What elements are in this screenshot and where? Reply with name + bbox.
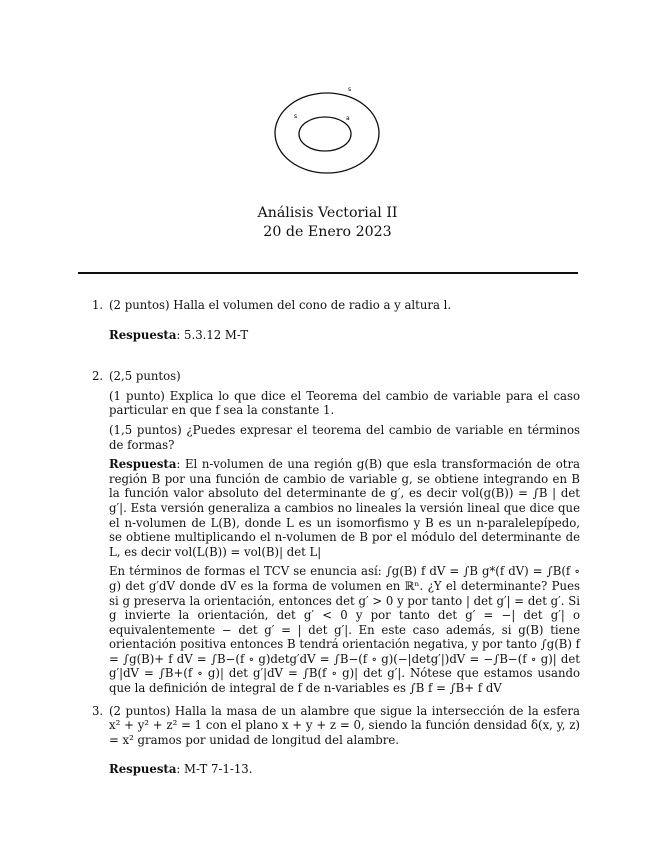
problem-part-1: (1 punto) Explica lo que dice el Teorema del cambio de variable para el caso particular en que f sea la constante 1. [109, 388, 580, 418]
problem-number: 2. [92, 369, 104, 384]
answer-text: : M-T 7-1-13. [176, 762, 253, 777]
title-divider [78, 272, 578, 274]
problem-points: (2,5 puntos) [109, 369, 181, 384]
problem-number: 3. [92, 703, 104, 718]
problem-number: 1. [92, 298, 104, 312]
inner-ellipse [299, 117, 351, 151]
answer [109, 762, 580, 777]
answer-forms: En términos de formas el TCV se enuncia así: ∫g(B) f dV = ∫B g*(f dV) = ∫B(f ∘ g) det g′dV donde dV es la forma de volumen en ℝⁿ. ¿Y el determinante? Pues si g preserva la orientación, entonces det g′ > 0 y por tanto | det g′| = det g′. Si g invierte la orientación, det g′ < 0 y por tanto det g′ = −| det g′| o equivalentemente − det g′ = | det g′|. En este caso además, si g(B) tiene orientación positiva entonces B tendrá orientación negativa, y por tanto ∫g(B) f = ∫g(B)+ f dV = ∫B−(f ∘ g)detg′dV = ∫B−(f ∘ g)(−|detg′|)dV = −∫B−(f ∘ g)| det g′|dV = ∫B+(f ∘ g)| det g′|dV = ∫B(f ∘ g)| det g′|. Nótese que estamos usando que la definición de integral de f de n-variables es ∫B f = ∫B+ f dV [109, 564, 580, 696]
answer-text: : El n-volumen de una región g(B) que esla transformación de otra región B por una función de cambio de variable g, se obtiene integrando en B la función valor absoluto del determinante de g′, es decir vol(g(B)) = ∫B | det g′|. Esta versión generaliza a cambios no lineales la versión lineal que dice que el n-volumen de L(B), donde L es un isomorfismo y B es un n-paralelepípedo, se obtiene multiplicando el n-volumen de B por el módulo del determinante de L, es decir vol(L(B)) = vol(B)| det L| [109, 457, 580, 559]
answer-label: Respuesta [109, 327, 177, 342]
answer-label: Respuesta [109, 457, 177, 472]
answer [109, 457, 580, 559]
exam-date: 20 de Enero 2023 [263, 224, 392, 240]
problem-part-2: (1,5 puntos) ¿Puedes expresar el teorema del cambio de variable en términos de formas? [109, 422, 580, 452]
figure-label-left: s [294, 113, 298, 120]
answer-text: : 5.3.12 M-T [176, 327, 249, 342]
problem-list [86, 298, 580, 777]
outer-ellipse [275, 93, 379, 173]
problem-statement: (2 puntos) Halla la masa de un alambre que sigue la intersección de la esfera x² + y² + z² = 1 con el plano x + y + z = 0, siendo la función densidad δ(x, y, z) = x² gramos por unidad de longitud del alambre. [109, 703, 580, 747]
title-block [0, 204, 655, 242]
figure-label-top: s [348, 86, 352, 93]
problem-3 [86, 704, 580, 777]
problem-2 [86, 369, 580, 695]
course-title: Análisis Vectorial II [257, 205, 398, 221]
annulus-figure [272, 85, 384, 177]
answer [109, 328, 580, 343]
problem-1 [86, 298, 580, 342]
answer-label: Respuesta [109, 762, 177, 777]
figure-label-right: a [346, 115, 350, 122]
problem-statement: (2 puntos) Halla el volumen del cono de radio a y altura l. [109, 298, 452, 312]
